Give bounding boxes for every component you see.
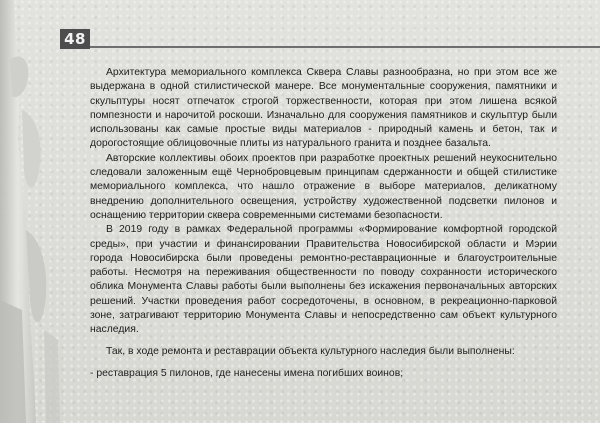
monument-sculpture-icon — [0, 0, 70, 423]
paragraph: Так, в ходе ремонта и реставрации объекта культурного наследия были выполнены: — [106, 345, 515, 357]
paragraph: В 2019 году в рамках Федеральной программы «Формирование комфортной городской среды», при участии и финансировании Правительства Новосибирской области и Мэрии города Новосибирска были проведены ремонтно-реставрационные и благоустроительные работы. Несмотря на переживания общественности по поводу сохранности исторического облика Монумента Славы работы были выполнены без искажения первоначальных авторских решений. Участки проведения работ сосредоточены, в основном, в рекреационно-парковой зоне, затрагивают территорию Монумента Славы и непосредственно сам объект культурного наследия. — [90, 224, 557, 336]
page-number: 48 — [60, 29, 90, 49]
paragraph: Архитектура мемориального комплекса Сквера Славы разнообразна, но при этом все же выдержана в одной стилистической манере. Все монументальные сооружения, памятники и скульптуры носят отпечаток строгой торжественности, которая при этом лишена всякой помпезности и нарочитой роскоши. Изначально для сооружения памятников и скульптур были использованы как самые простые виды материалов - природный камень и бетон, так и дорогостоящие облицовочные плиты из натурального гранита и позднее базальта. — [90, 67, 557, 150]
body-text — [90, 66, 557, 381]
header-rule — [90, 46, 600, 48]
paragraph: Авторские коллективы обоих проектов при разработке проектных решений неукоснительно следовали заложенным ещё Чернобровцевым принципам сдержанности и общей стилистике мемориального комплекса, что нашло отражение в выборе материалов, деликатному внедрению дополнительного освещения, устройству художественной подсветки пилонов и оснащению территории сквера современными системами безопасности. — [90, 152, 557, 221]
list-item: - реставрация 5 пилонов, где нанесены имена погибших воинов; — [90, 367, 404, 379]
